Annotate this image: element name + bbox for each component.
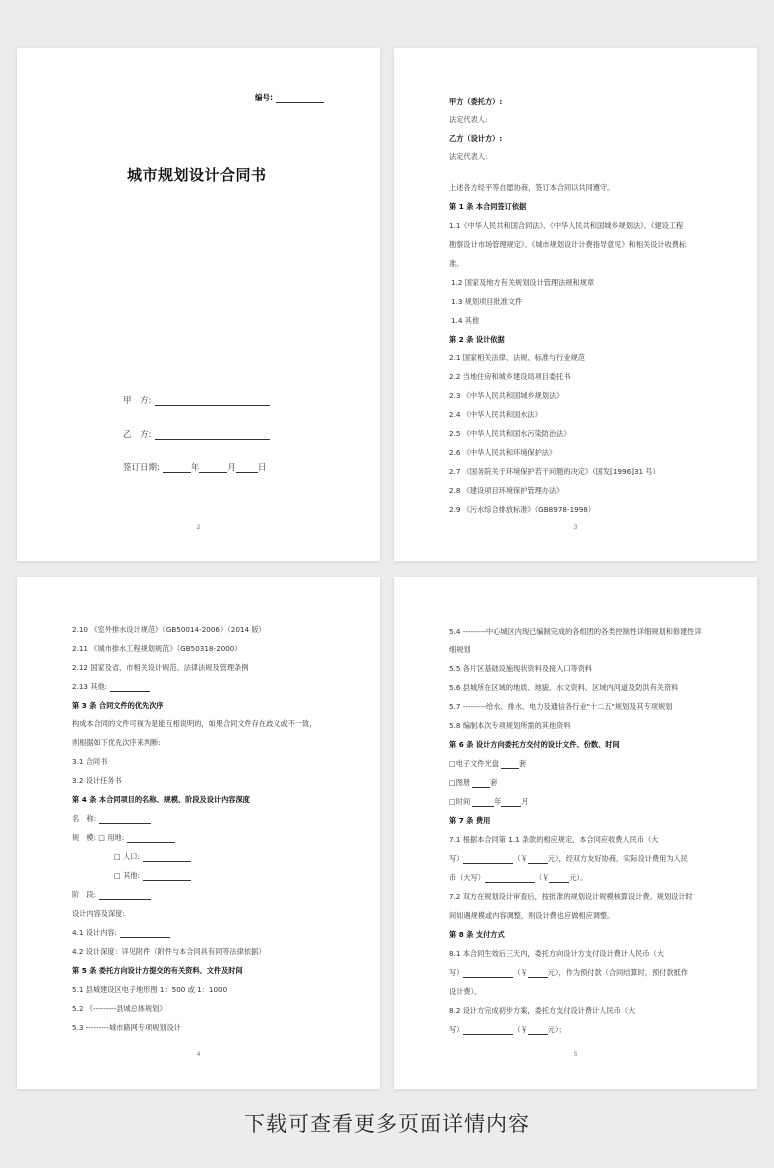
prepay-yuan-blank bbox=[528, 969, 548, 978]
scale-land-label: 规 模: □ 用地: bbox=[72, 833, 125, 842]
article-2-9: 2.9 《污水综合排放标准》（GB8978-1998） bbox=[449, 505, 596, 514]
month-blank bbox=[199, 463, 227, 473]
prelim-written-blank bbox=[463, 1026, 513, 1035]
contract-number-blank bbox=[276, 94, 324, 103]
time-field bbox=[449, 797, 529, 807]
project-name-blank bbox=[99, 815, 151, 824]
design-content-depth: 设计内容及深度: bbox=[72, 909, 125, 918]
fee-written-label: 写） bbox=[449, 854, 464, 863]
article-7-2-line2: 间如遇规模或内容调整，则设计费也应做相应调整。 bbox=[449, 911, 615, 920]
article-7-heading: 第 7 条 费用 bbox=[449, 816, 491, 825]
prelim-written-label: 写） bbox=[449, 1025, 464, 1034]
cd-disc-label: □电子文件光盘 bbox=[449, 759, 499, 768]
fee-yuan-open: （￥ bbox=[513, 854, 528, 863]
fee-written-blank bbox=[463, 855, 513, 864]
article-5-heading: 第 5 条 委托方向设计方提交的有关资料、文件及时间 bbox=[72, 966, 243, 975]
article-2-4: 2.4 《中华人民共和国水法》 bbox=[449, 410, 542, 419]
article-4-1-label: 4.1 设计内容: bbox=[72, 928, 117, 937]
cd-disc-blank bbox=[501, 760, 519, 769]
article-5-7: 5.7 ---------给水、排水、电力及通信各行业"十二五"规划及其专项规划 bbox=[449, 702, 673, 711]
project-name-label: 名 称: bbox=[72, 814, 96, 823]
actual-fee-yuan-blank bbox=[549, 874, 569, 883]
article-1-2: 1.2 国家及地方有关规划设计管理法规和规章 bbox=[451, 278, 595, 287]
page-number: 3 bbox=[573, 524, 578, 531]
sign-date-field bbox=[123, 461, 266, 473]
agreement-text: 上述各方经平等自愿协商，签订本合同以共同遵守。 bbox=[449, 183, 615, 192]
article-2-1: 2.1 国家相关法律、法规、标准与行业规范 bbox=[449, 353, 585, 362]
article-1-4: 1.4 其他 bbox=[451, 316, 480, 325]
prelim-yuan-blank bbox=[528, 1026, 548, 1035]
prepay-yuan-close: 元），作为预付款（合同结算时，预付款抵作 bbox=[547, 968, 688, 977]
article-7-2-line1: 7.2 双方在规划设计审查后，按批准的规划设计规模核算设计费。规划设计时 bbox=[449, 892, 693, 901]
party-a-field bbox=[123, 394, 270, 406]
article-3-2: 3.2 设计任务书 bbox=[72, 776, 122, 785]
page-number: 4 bbox=[196, 1051, 201, 1058]
prepay-written-label: 写） bbox=[449, 968, 464, 977]
population-field bbox=[114, 852, 191, 862]
project-name-field bbox=[72, 814, 151, 824]
article-6-heading: 第 6 条 设计方向委托方交付的设计文件、份数、时间 bbox=[449, 740, 620, 749]
party-b-heading: 乙方（设计方）: bbox=[449, 134, 503, 143]
time-label: □时间 bbox=[449, 797, 471, 806]
article-5-3: 5.3 ---------城市路网专项规划设计 bbox=[72, 1023, 181, 1032]
article-2-12: 2.12 国家及省、市相关设计规范、法律法规及管理条例 bbox=[72, 663, 249, 672]
article-5-1: 5.1 县城建设区电子地形图 1：500 或 1：1000 bbox=[72, 985, 228, 994]
article-2-heading: 第 2 条 设计依据 bbox=[449, 335, 505, 344]
article-4-heading: 第 4 条 本合同项目的名称、规模、阶段及设计内容深度 bbox=[72, 795, 250, 804]
article-5-6: 5.6 县城所在区域的地质、地貌、水文资料、区域内河道及防洪有关资料 bbox=[449, 683, 679, 692]
day-blank bbox=[236, 463, 258, 473]
article-2-10: 2.10 《室外排水设计规范》（GB50014-2006）（2014 版） bbox=[72, 625, 266, 634]
cd-disc-unit: 套 bbox=[518, 759, 527, 768]
fee-yuan-close: 元），经双方友好协商，实际设计费用为人民 bbox=[547, 854, 688, 863]
article-3-text-1: 构成本合同的文件可视为是能互相说明的，如果合同文件存在歧义或不一致， bbox=[72, 719, 317, 728]
article-5-8: 5.8 编制本次专项规划所需的其他资料 bbox=[449, 721, 571, 730]
population-label: □ 人口: bbox=[114, 852, 140, 861]
party-b-field bbox=[123, 428, 270, 440]
article-5-4-line1: 5.4 ---------中心城区内现已编制完成的各组团的各类控制性详细规划和修建性详 bbox=[449, 627, 702, 636]
contract-number-label: 编号: bbox=[255, 93, 273, 102]
stage-blank bbox=[99, 891, 151, 900]
article-7-1-line3 bbox=[449, 873, 587, 883]
contract-number-field bbox=[255, 92, 324, 103]
party-b-blank bbox=[155, 430, 270, 440]
article-8-heading: 第 8 条 支付方式 bbox=[449, 930, 505, 939]
legal-rep-a: 法定代表人: bbox=[449, 115, 488, 124]
article-1-1-line3: 准。 bbox=[449, 259, 464, 268]
article-2-3: 2.3 《中华人民共和国城乡规划法》 bbox=[449, 391, 564, 400]
article-2-13-label: 2.13 其他: bbox=[72, 682, 108, 691]
article-8-2-line2 bbox=[449, 1025, 566, 1035]
atlas-label: □图册 bbox=[449, 778, 471, 787]
prepay-written-blank bbox=[463, 969, 513, 978]
actual-fee-blank bbox=[485, 874, 535, 883]
party-b-label: 乙 方: bbox=[123, 430, 152, 440]
time-year-blank bbox=[472, 798, 494, 807]
article-2-11: 2.11 《城市排水工程规划规范》（GB50318-2000） bbox=[72, 644, 242, 653]
legal-rep-b: 法定代表人: bbox=[449, 152, 488, 161]
prepay-yuan-open: （￥ bbox=[513, 968, 528, 977]
article-8-2-line1: 8.2 设计方完成初步方案，委托方支付设计费计人民币（大 bbox=[449, 1006, 636, 1015]
article-3-heading: 第 3 条 合同文件的优先次序 bbox=[72, 701, 164, 710]
year-label: 年 bbox=[190, 463, 200, 473]
page-number: 5 bbox=[573, 1051, 578, 1058]
population-blank bbox=[143, 853, 191, 862]
article-7-1-line1: 7.1 根据本合同第 1.1 条款的相应规定，本合同应收费人民币（大 bbox=[449, 835, 659, 844]
time-year-unit: 年 bbox=[494, 797, 502, 806]
page-5 bbox=[394, 577, 757, 1089]
page-4 bbox=[17, 577, 380, 1089]
article-8-1-line3: 设计费）。 bbox=[449, 987, 482, 996]
stage-label: 阶 段: bbox=[72, 890, 96, 899]
article-2-8: 2.8 《建设项目环境保护管理办法》 bbox=[449, 486, 564, 495]
article-3-1: 3.1 合同书 bbox=[72, 757, 108, 766]
party-a-blank bbox=[155, 396, 270, 406]
sign-date-label: 签订日期: bbox=[123, 463, 160, 473]
actual-fee-yuan-close: 元）。 bbox=[569, 873, 588, 882]
article-5-5: 5.5 各片区基础设施现状资料及接入口等资料 bbox=[449, 664, 593, 673]
party-a-heading: 甲方（委托方）: bbox=[449, 97, 503, 106]
other-blank bbox=[110, 683, 150, 692]
atlas-blank bbox=[472, 779, 490, 788]
article-2-5: 2.5 《中华人民共和国水污染防治法》 bbox=[449, 429, 571, 438]
day-label: 日 bbox=[257, 463, 267, 473]
scale-other-blank bbox=[143, 872, 191, 881]
land-blank bbox=[127, 834, 175, 843]
page-number: 2 bbox=[196, 524, 201, 531]
article-2-2: 2.2 当地住房和城乡建设局项目委托书 bbox=[449, 372, 571, 381]
article-2-6: 2.6 《中华人民共和环境保护法》 bbox=[449, 448, 557, 457]
fee-yuan-blank bbox=[528, 855, 548, 864]
time-month-blank bbox=[501, 798, 521, 807]
design-content-blank bbox=[120, 929, 170, 938]
article-4-1 bbox=[72, 928, 170, 938]
article-1-3: 1.3 规划项目批准文件 bbox=[451, 297, 523, 306]
actual-fee-label: 币（大写） bbox=[449, 873, 485, 882]
article-1-1-line2: 勘察设计市场管理规定》、《城市规划设计计费指导意见》和相关设计收费标 bbox=[449, 240, 687, 249]
prelim-yuan-close: 元）； bbox=[547, 1025, 566, 1034]
actual-fee-yuan-open: （￥ bbox=[534, 873, 550, 882]
scale-other-field bbox=[114, 871, 191, 881]
article-1-1-line1: 1.1《中华人民共和国合同法》、《中华人民共和国城乡规划法》、《建设工程 bbox=[449, 221, 684, 230]
article-3-text-2: 则根据如下优先次序来判断: bbox=[72, 738, 161, 747]
scale-other-label: □ 其他: bbox=[114, 871, 140, 880]
article-1-heading: 第 1 条 本合同签订依据 bbox=[449, 202, 527, 211]
year-blank bbox=[163, 463, 191, 473]
article-8-1-line1: 8.1 本合同生效后三天内，委托方向设计方支付设计费计人民币（大 bbox=[449, 949, 664, 958]
page-3 bbox=[394, 48, 757, 561]
article-8-1-line2 bbox=[449, 968, 688, 978]
stage-field bbox=[72, 890, 151, 900]
scale-land-field bbox=[72, 833, 175, 843]
prelim-yuan-open: （￥ bbox=[513, 1025, 528, 1034]
document-title: 城市规划设计合同书 bbox=[127, 166, 267, 184]
party-a-label: 甲 方: bbox=[123, 396, 152, 406]
month-label: 月 bbox=[227, 463, 236, 473]
cd-disc-field bbox=[449, 759, 526, 769]
page-2-cover bbox=[17, 48, 380, 561]
article-7-1-line2 bbox=[449, 854, 688, 864]
atlas-unit: 套 bbox=[490, 778, 498, 787]
article-2-7: 2.7 《国务院关于环境保护若干问题的决定》（国发[1996]31 号） bbox=[449, 467, 660, 476]
article-5-4-line2: 细规划 bbox=[449, 645, 471, 654]
article-2-13 bbox=[72, 682, 150, 692]
article-5-2: 5.2 《---------县城总体规划》 bbox=[72, 1004, 167, 1013]
atlas-field bbox=[449, 778, 497, 788]
article-4-2: 4.2 设计深度：详见附件（附件与本合同具有同等法律依据） bbox=[72, 947, 266, 956]
time-month-unit: 月 bbox=[521, 797, 529, 806]
download-more-banner[interactable]: 下载可查看更多页面详情内容 bbox=[244, 1112, 530, 1136]
